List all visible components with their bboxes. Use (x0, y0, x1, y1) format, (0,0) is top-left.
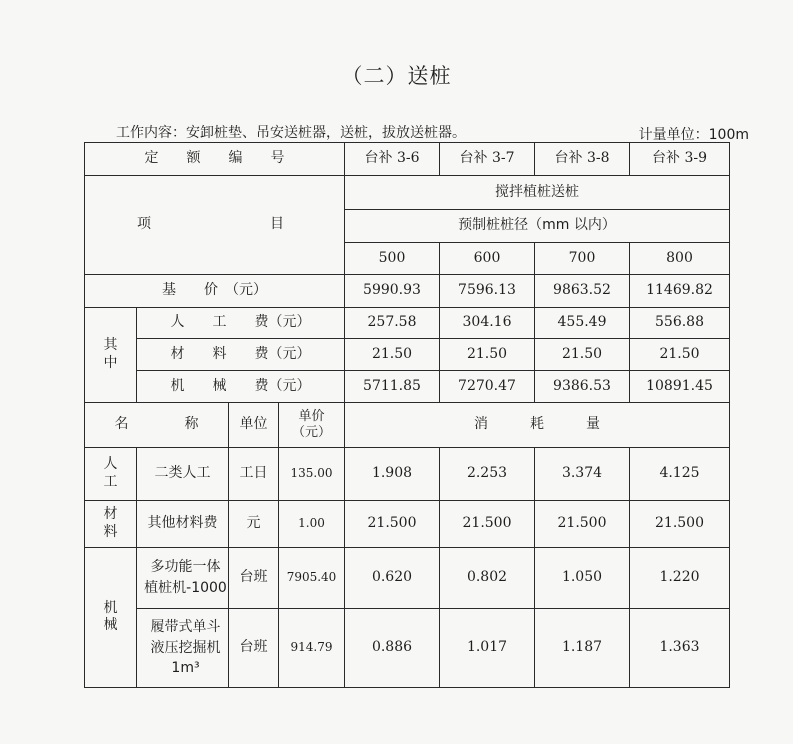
material-category: 材 料 (85, 500, 137, 547)
resource-price: 7905.40 (279, 547, 345, 608)
base-price-cell: 5990.93 (345, 275, 440, 308)
breakdown-cell: 21.50 (345, 339, 440, 371)
resource-price: 135.00 (279, 447, 345, 500)
machinery-row (85, 547, 730, 608)
resource-unit: 工日 (229, 447, 279, 500)
group-title-row (85, 175, 730, 210)
consumption-cell: 1.363 (630, 608, 730, 687)
name-header: 名 称 (85, 403, 229, 448)
breakdown-label: 机 械 费（元） (137, 370, 345, 403)
breakdown-cell: 556.88 (630, 307, 730, 339)
breakdown-label: 人 工 费（元） (137, 307, 345, 339)
page-title: （二）送桩 (341, 64, 452, 88)
base-price-label: 基 价 （元） (85, 275, 345, 308)
base-price-cell: 7596.13 (440, 275, 535, 308)
machinery-cost-row (85, 370, 730, 403)
code-label: 定 额 编 号 (85, 143, 345, 176)
item-label (85, 175, 345, 275)
labor-cost-row (85, 307, 730, 339)
breakdown-cell: 304.16 (440, 307, 535, 339)
code-cell: 台补 3-7 (440, 143, 535, 176)
item-label-right: 目 (270, 216, 284, 233)
diameter-cell: 700 (535, 242, 630, 275)
consumption-header-row (85, 403, 730, 448)
machinery-category: 机 械 (85, 547, 137, 687)
consumption-cell: 3.374 (535, 447, 630, 500)
resource-unit: 元 (229, 500, 279, 547)
base-price-cell: 9863.52 (535, 275, 630, 308)
resource-price: 1.00 (279, 500, 345, 547)
resource-name: 多功能一体 植桩机-1000 (137, 547, 229, 608)
resource-name: 履带式单斗 液压挖掘机 1m³ (137, 608, 229, 687)
unit-header: 单位 (229, 403, 279, 448)
consumption-cell: 21.500 (535, 500, 630, 547)
breakdown-cell: 9386.53 (535, 370, 630, 403)
material-row (85, 500, 730, 547)
breakdown-cell: 455.49 (535, 307, 630, 339)
quota-table (84, 142, 730, 688)
breakdown-cell: 21.50 (440, 339, 535, 371)
consumption-cell: 0.620 (345, 547, 440, 608)
group-title: 搅拌植桩送桩 (345, 175, 730, 210)
consumption-cell: 2.253 (440, 447, 535, 500)
breakdown-cell: 5711.85 (345, 370, 440, 403)
material-cost-row (85, 339, 730, 371)
resource-unit: 台班 (229, 547, 279, 608)
diameter-cell: 800 (630, 242, 730, 275)
base-price-cell: 11469.82 (630, 275, 730, 308)
code-cell: 台补 3-8 (535, 143, 630, 176)
consumption-cell: 4.125 (630, 447, 730, 500)
machinery-row (85, 608, 730, 687)
breakdown-cell: 21.50 (630, 339, 730, 371)
resource-name: 其他材料费 (137, 500, 229, 547)
sub-title: 预制桩桩径（mm 以内） (345, 210, 730, 243)
breakdown-cell: 10891.45 (630, 370, 730, 403)
labor-category: 人 工 (85, 447, 137, 500)
consumption-cell: 21.500 (440, 500, 535, 547)
code-cell: 台补 3-9 (630, 143, 730, 176)
consumption-cell: 1.050 (535, 547, 630, 608)
consumption-cell: 21.500 (345, 500, 440, 547)
work-content: 工作内容：安卸桩垫、吊安送桩器，送桩，拔放送桩器。 (116, 125, 466, 141)
diameter-cell: 600 (440, 242, 535, 275)
breakdown-cell: 257.58 (345, 307, 440, 339)
consumption-header: 消 耗 量 (345, 403, 730, 448)
consumption-cell: 1.908 (345, 447, 440, 500)
consumption-cell: 1.017 (440, 608, 535, 687)
item-label-left: 项 (137, 216, 151, 233)
resource-price: 914.79 (279, 608, 345, 687)
breakdown-group-label: 其 中 (85, 307, 137, 403)
breakdown-cell: 7270.47 (440, 370, 535, 403)
code-cell: 台补 3-6 (345, 143, 440, 176)
unit-of-measure: 计量单位：100m (638, 127, 749, 143)
base-price-row (85, 275, 730, 308)
consumption-cell: 1.187 (535, 608, 630, 687)
diameter-cell: 500 (345, 242, 440, 275)
code-row (85, 143, 730, 176)
resource-unit: 台班 (229, 608, 279, 687)
resource-name: 二类人工 (137, 447, 229, 500)
consumption-cell: 1.220 (630, 547, 730, 608)
consumption-cell: 0.886 (345, 608, 440, 687)
consumption-cell: 21.500 (630, 500, 730, 547)
breakdown-cell: 21.50 (535, 339, 630, 371)
breakdown-label: 材 料 费（元） (137, 339, 345, 371)
price-header: 单价 （元） (279, 403, 345, 448)
labor-row (85, 447, 730, 500)
consumption-cell: 0.802 (440, 547, 535, 608)
